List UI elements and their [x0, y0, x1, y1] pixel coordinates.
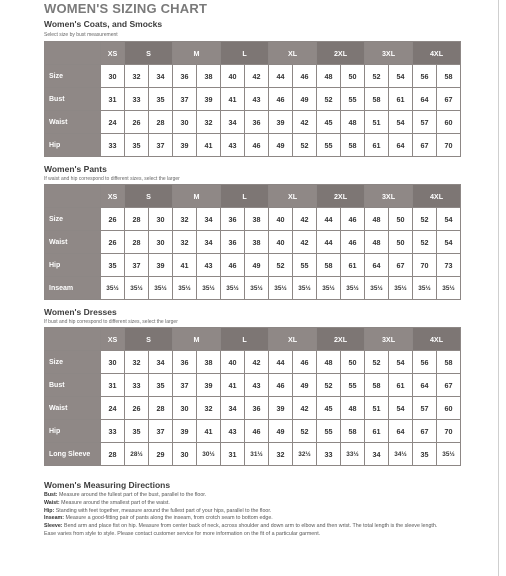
measurement-cell: 38 [245, 231, 269, 254]
measurement-cell: 39 [269, 397, 293, 420]
measurement-cell: 42 [245, 65, 269, 88]
measurement-cell: 40 [269, 208, 293, 231]
direction-term: Hip: [44, 507, 55, 514]
measurement-cell: 26 [125, 397, 149, 420]
measurement-cell: 35 [149, 88, 173, 111]
measurement-cell: 28 [125, 208, 149, 231]
row-label: Waist [45, 397, 101, 420]
measurement-cell: 40 [269, 231, 293, 254]
measurement-cell: 34 [149, 351, 173, 374]
size-header-cell: L [221, 185, 269, 208]
direction-line [44, 492, 484, 500]
measurement-cell: 30½ [197, 443, 221, 466]
measurement-cell: 43 [221, 420, 245, 443]
size-header-cell: S [125, 328, 173, 351]
measurement-cell: 52 [413, 208, 437, 231]
size-header-cell: S [125, 42, 173, 65]
row-label: Hip [45, 254, 101, 277]
row-label: Bust [45, 374, 101, 397]
table-row [45, 65, 461, 88]
measurement-cell: 44 [317, 208, 341, 231]
row-label: Waist [45, 231, 101, 254]
measurement-cell: 58 [437, 351, 461, 374]
measurement-cell: 49 [269, 420, 293, 443]
measurement-cell: 52 [293, 420, 317, 443]
measurement-cell: 39 [269, 111, 293, 134]
measurement-cell: 43 [245, 374, 269, 397]
measurement-cell: 29 [149, 443, 173, 466]
measurement-cell: 35 [413, 443, 437, 466]
page-edge-divider [498, 0, 499, 576]
size-header-cell: M [173, 185, 221, 208]
measurement-cell: 30 [149, 208, 173, 231]
direction-text: Bend arm and place fist on hip. Measure from center back of neck, across shoulder and down arm to elbow and then wrist. The total length is the sleeve length. [62, 523, 438, 530]
measurement-cell: 57 [413, 397, 437, 420]
measurement-cell: 42 [293, 208, 317, 231]
measurement-cell: 35½ [173, 277, 197, 300]
measurement-cell: 38 [245, 208, 269, 231]
row-label: Inseam [45, 277, 101, 300]
size-header-cell: 4XL [413, 42, 461, 65]
measurement-cell: 34 [221, 111, 245, 134]
measurement-cell: 37 [173, 374, 197, 397]
measurement-cell: 26 [125, 111, 149, 134]
measurement-cell: 64 [389, 134, 413, 157]
measurement-cell: 61 [389, 374, 413, 397]
measurement-cell: 35 [149, 374, 173, 397]
size-header-cell: 3XL [365, 185, 413, 208]
measurement-cell: 28 [149, 397, 173, 420]
measurement-cell: 70 [437, 420, 461, 443]
measurement-cell: 32 [173, 208, 197, 231]
table-row [45, 351, 461, 374]
measurement-cell: 32 [269, 443, 293, 466]
coats-size-table [44, 41, 461, 157]
measurement-cell: 41 [173, 254, 197, 277]
measurement-cell: 42 [245, 351, 269, 374]
table-row [45, 374, 461, 397]
direction-term: Bust: [44, 492, 58, 498]
measurement-cell: 52 [317, 88, 341, 111]
measurement-cell: 30 [173, 443, 197, 466]
size-header-cell: XL [269, 185, 317, 208]
measurement-cell: 33 [101, 134, 125, 157]
measuring-directions [44, 480, 484, 539]
measurement-cell: 31 [221, 443, 245, 466]
direction-term: Sleeve: [44, 523, 63, 530]
measurement-cell: 48 [365, 208, 389, 231]
size-header-cell: XS [101, 185, 125, 208]
size-header-cell: L [221, 42, 269, 65]
size-header-cell: 2XL [317, 185, 365, 208]
measurement-cell: 35 [125, 420, 149, 443]
measurement-cell: 26 [101, 231, 125, 254]
measurement-cell: 24 [101, 111, 125, 134]
measurement-cell: 42 [293, 231, 317, 254]
size-header-cell: XL [269, 42, 317, 65]
measurement-cell: 35½ [245, 277, 269, 300]
table-row [45, 88, 461, 111]
direction-text: Standing with feet together, measure around the fullest part of your hips, parallel to the floor. [54, 507, 272, 514]
measurement-cell: 61 [365, 420, 389, 443]
measurement-cell: 35 [101, 254, 125, 277]
row-label: Size [45, 208, 101, 231]
measurement-cell: 48 [317, 351, 341, 374]
measurement-cell: 33 [125, 88, 149, 111]
measurement-cell: 33½ [341, 443, 365, 466]
measurement-cell: 34 [365, 443, 389, 466]
measurement-cell: 48 [341, 111, 365, 134]
measurement-cell: 36 [221, 231, 245, 254]
measurement-cell: 52 [365, 65, 389, 88]
measurement-cell: 56 [413, 351, 437, 374]
size-header-cell: XS [101, 328, 125, 351]
directions-list [44, 492, 484, 539]
measurement-cell: 58 [437, 65, 461, 88]
measurement-cell: 39 [197, 88, 221, 111]
measurement-cell: 58 [365, 88, 389, 111]
direction-line [44, 523, 484, 531]
size-header-cell: L [221, 328, 269, 351]
measurement-cell: 37 [149, 420, 173, 443]
direction-line [44, 531, 484, 539]
measurement-cell: 34½ [389, 443, 413, 466]
size-header-row [45, 185, 461, 208]
measurement-cell: 46 [269, 374, 293, 397]
measurement-cell: 49 [269, 134, 293, 157]
measurement-cell: 48 [365, 231, 389, 254]
measurement-cell: 41 [197, 134, 221, 157]
direction-text: Measure a good-fitting pair of pants along the inseam, from crotch seam to bottom edge. [64, 515, 273, 522]
measurement-cell: 41 [197, 420, 221, 443]
measurement-cell: 70 [413, 254, 437, 277]
measurement-cell: 39 [173, 420, 197, 443]
measurement-cell: 40 [221, 65, 245, 88]
pants-size-table [44, 184, 461, 300]
measurement-cell: 33 [125, 374, 149, 397]
size-header-row [45, 42, 461, 65]
measurement-cell: 51 [365, 397, 389, 420]
size-header-cell: 4XL [413, 185, 461, 208]
measurement-cell: 34 [221, 397, 245, 420]
measurement-cell: 30 [101, 65, 125, 88]
measurement-cell: 30 [173, 111, 197, 134]
measurement-cell: 35½ [197, 277, 221, 300]
measurement-cell: 34 [149, 65, 173, 88]
measurement-cell: 57 [413, 111, 437, 134]
measurement-cell: 35½ [125, 277, 149, 300]
direction-term: Inseam: [44, 515, 65, 522]
direction-line [44, 508, 484, 516]
measurement-cell: 64 [413, 88, 437, 111]
size-header-cell: XS [101, 42, 125, 65]
table-row [45, 254, 461, 277]
measurement-cell: 43 [245, 88, 269, 111]
table-row [45, 231, 461, 254]
measurement-cell: 34 [197, 208, 221, 231]
row-label: Hip [45, 420, 101, 443]
measurement-cell: 28 [125, 231, 149, 254]
measurement-cell: 35½ [365, 277, 389, 300]
direction-text: Measure around the fullest part of the bust, parallel to the floor. [57, 492, 207, 498]
dresses-section-title: Women's Dresses [44, 307, 117, 317]
measurement-cell: 52 [413, 231, 437, 254]
measurement-cell: 39 [149, 254, 173, 277]
measurement-cell: 34 [197, 231, 221, 254]
measurement-cell: 35½ [221, 277, 245, 300]
directions-title: Women's Measuring Directions [44, 480, 171, 490]
measurement-cell: 58 [317, 254, 341, 277]
measurement-cell: 55 [341, 88, 365, 111]
measurement-cell: 24 [101, 397, 125, 420]
measurement-cell: 32 [197, 397, 221, 420]
measurement-cell: 64 [389, 420, 413, 443]
measurement-cell: 26 [101, 208, 125, 231]
size-header-cell: 3XL [365, 42, 413, 65]
measurement-cell: 45 [317, 111, 341, 134]
table-row [45, 277, 461, 300]
measurement-cell: 54 [389, 111, 413, 134]
measurement-cell: 41 [221, 88, 245, 111]
measurement-cell: 51 [365, 111, 389, 134]
row-label: Size [45, 351, 101, 374]
size-header-cell: S [125, 185, 173, 208]
measurement-cell: 58 [365, 374, 389, 397]
measurement-cell: 54 [437, 231, 461, 254]
measurement-cell: 37 [149, 134, 173, 157]
measurement-cell: 41 [221, 374, 245, 397]
measurement-cell: 46 [269, 88, 293, 111]
measurement-cell: 35½ [413, 277, 437, 300]
measurement-cell: 32 [173, 231, 197, 254]
measurement-cell: 42 [293, 397, 317, 420]
measurement-cell: 52 [293, 134, 317, 157]
measurement-cell: 58 [341, 420, 365, 443]
measurement-cell: 32 [125, 65, 149, 88]
measurement-cell: 46 [245, 134, 269, 157]
measurement-cell: 35½ [437, 277, 461, 300]
measurement-cell: 36 [173, 65, 197, 88]
header-corner-cell [45, 42, 101, 65]
measurement-cell: 44 [317, 231, 341, 254]
direction-text: Ease varies from style to style. Please contact customer service for more information on the fit of a particular garment. [44, 530, 321, 537]
measurement-cell: 45 [317, 397, 341, 420]
measurement-cell: 55 [317, 134, 341, 157]
measurement-cell: 73 [437, 254, 461, 277]
measurement-cell: 48 [341, 397, 365, 420]
measurement-cell: 39 [173, 134, 197, 157]
measurement-cell: 46 [245, 420, 269, 443]
measurement-cell: 50 [389, 208, 413, 231]
dresses-size-table [44, 327, 461, 466]
direction-line [44, 515, 484, 523]
coats-section-title: Women's Coats, and Smocks [44, 19, 163, 29]
measurement-cell: 37 [173, 88, 197, 111]
measurement-cell: 35 [125, 134, 149, 157]
measurement-cell: 50 [389, 231, 413, 254]
measurement-cell: 55 [341, 374, 365, 397]
measurement-cell: 35½ [101, 277, 125, 300]
measurement-cell: 50 [341, 351, 365, 374]
measurement-cell: 36 [245, 397, 269, 420]
measurement-cell: 52 [365, 351, 389, 374]
measurement-cell: 36 [221, 208, 245, 231]
direction-term: Waist: [44, 499, 60, 506]
size-header-row [45, 328, 461, 351]
measurement-cell: 58 [341, 134, 365, 157]
measurement-cell: 56 [413, 65, 437, 88]
measurement-cell: 38 [197, 351, 221, 374]
measurement-cell: 31 [101, 88, 125, 111]
table-row [45, 134, 461, 157]
measurement-cell: 36 [173, 351, 197, 374]
table-row [45, 397, 461, 420]
measurement-cell: 35½ [149, 277, 173, 300]
measurement-cell: 46 [341, 208, 365, 231]
measurement-cell: 44 [269, 65, 293, 88]
measurement-cell: 39 [197, 374, 221, 397]
row-label: Long Sleeve [45, 443, 101, 466]
pants-section-title: Women's Pants [44, 164, 107, 174]
measurement-cell: 32 [125, 351, 149, 374]
measurement-cell: 67 [389, 254, 413, 277]
measurement-cell: 54 [389, 65, 413, 88]
measurement-cell: 35½ [341, 277, 365, 300]
measurement-cell: 38 [197, 65, 221, 88]
measurement-cell: 61 [389, 88, 413, 111]
measurement-cell: 28 [149, 111, 173, 134]
measurement-cell: 46 [341, 231, 365, 254]
measurement-cell: 30 [101, 351, 125, 374]
table-row [45, 443, 461, 466]
measurement-cell: 48 [317, 65, 341, 88]
measurement-cell: 33 [101, 420, 125, 443]
measurement-cell: 28 [101, 443, 125, 466]
measurement-cell: 35½ [317, 277, 341, 300]
measurement-cell: 67 [437, 374, 461, 397]
measurement-cell: 30 [149, 231, 173, 254]
measurement-cell: 33 [317, 443, 341, 466]
row-label: Size [45, 65, 101, 88]
measurement-cell: 61 [341, 254, 365, 277]
size-header-cell: 4XL [413, 328, 461, 351]
measurement-cell: 49 [245, 254, 269, 277]
measurement-cell: 61 [365, 134, 389, 157]
table-row [45, 208, 461, 231]
measurement-cell: 46 [293, 351, 317, 374]
size-header-cell: M [173, 328, 221, 351]
measurement-cell: 67 [413, 134, 437, 157]
measurement-cell: 60 [437, 397, 461, 420]
measurement-cell: 44 [269, 351, 293, 374]
pants-section-subtitle: If waist and hip correspond to different sizes, select the larger [44, 176, 180, 182]
row-label: Hip [45, 134, 101, 157]
measurement-cell: 35½ [293, 277, 317, 300]
measurement-cell: 64 [413, 374, 437, 397]
measurement-cell: 52 [317, 374, 341, 397]
size-header-cell: 2XL [317, 42, 365, 65]
measurement-cell: 42 [293, 111, 317, 134]
size-header-cell: 2XL [317, 328, 365, 351]
measurement-cell: 50 [341, 65, 365, 88]
measurement-cell: 54 [437, 208, 461, 231]
direction-line [44, 500, 484, 508]
measurement-cell: 43 [221, 134, 245, 157]
size-header-cell: M [173, 42, 221, 65]
coats-section-subtitle: Select size by bust measurement [44, 32, 118, 38]
measurement-cell: 36 [245, 111, 269, 134]
measurement-cell: 31 [101, 374, 125, 397]
measurement-cell: 54 [389, 351, 413, 374]
measurement-cell: 35½ [269, 277, 293, 300]
measurement-cell: 35½ [389, 277, 413, 300]
measurement-cell: 31½ [245, 443, 269, 466]
measurement-cell: 70 [437, 134, 461, 157]
table-row [45, 420, 461, 443]
measurement-cell: 54 [389, 397, 413, 420]
measurement-cell: 49 [293, 374, 317, 397]
size-header-cell: 3XL [365, 328, 413, 351]
measurement-cell: 60 [437, 111, 461, 134]
dresses-section-subtitle: If bust and hip correspond to different sizes, select the larger [44, 319, 178, 325]
measurement-cell: 37 [125, 254, 149, 277]
measurement-cell: 55 [293, 254, 317, 277]
row-label: Bust [45, 88, 101, 111]
measurement-cell: 32 [197, 111, 221, 134]
measurement-cell: 35½ [437, 443, 461, 466]
measurement-cell: 52 [269, 254, 293, 277]
measurement-cell: 30 [173, 397, 197, 420]
direction-text: Measure around the smallest part of the waist. [59, 499, 170, 506]
measurement-cell: 67 [413, 420, 437, 443]
row-label: Waist [45, 111, 101, 134]
page-title: WOMEN'S SIZING CHART [44, 1, 208, 16]
measurement-cell: 64 [365, 254, 389, 277]
measurement-cell: 49 [293, 88, 317, 111]
measurement-cell: 55 [317, 420, 341, 443]
header-corner-cell [45, 328, 101, 351]
measurement-cell: 46 [293, 65, 317, 88]
measurement-cell: 43 [197, 254, 221, 277]
measurement-cell: 67 [437, 88, 461, 111]
measurement-cell: 28½ [125, 443, 149, 466]
measurement-cell: 40 [221, 351, 245, 374]
table-row [45, 111, 461, 134]
measurement-cell: 32½ [293, 443, 317, 466]
measurement-cell: 46 [221, 254, 245, 277]
size-header-cell: XL [269, 328, 317, 351]
header-corner-cell [45, 185, 101, 208]
